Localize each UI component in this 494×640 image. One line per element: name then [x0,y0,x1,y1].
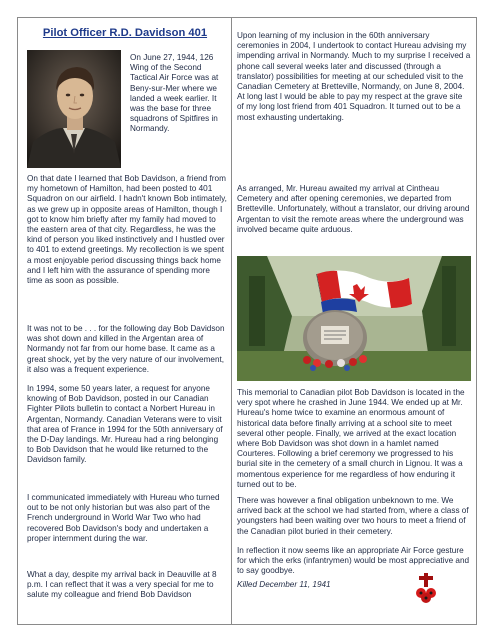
page-title: Pilot Officer R.D. Davidson 401 [42,27,208,39]
left-paragraph-4: I communicated immediately with Hureau who turned out to be not only historian but was also part of the French underground in World War Two who had recovered Bob Davidson's body and undertaken a proper internment during the war. [27,493,220,543]
column-divider [231,17,232,625]
right-paragraph-4: There was however a final obligation unbeknown to me. We arrived back at the school we had started from, where a class of youngsters had been waiting over two hours to meet a friend of the Canadian pilot buried in their cemetery. [237,496,469,536]
left-paragraph-3: In 1994, some 50 years later, a request for anyone knowing of Bob Davidson, posted in our Canadian Fighter Pilots bulletin to contact a Norbert Hureau in Argentan, Normandy. Canadian Veterans were to visit that area of France in 1994 for the 50th anniversary of the D-Day landings. Mr. Hureau had a ring belonging to Bob Davidson that he would like returned to the Davidson family. [27,384,223,465]
memorial-photo [237,256,471,381]
left-paragraph-5: What a day, despite my arrival back in Deauville at 8 p.m. I can reflect that it was a very special for me to salute my colleague and friend Bob Davidson [27,570,217,600]
poppy-wreath-icon [413,573,439,603]
closing-line: Killed December 11, 1941 [237,580,331,589]
left-paragraph-2: It was not to be . . . for the following day Bob Davidson was shot down and killed in the Argentan area of Normandy not far from our home base. It came as a great shock, yet by the very nature of our involvement, it also was a frequent experience. [27,324,225,374]
left-paragraph-1: On that date I learned that Bob Davidson, a friend from my hometown of Hamilton, had been posted to 401 Squadron on our airfield. I hadn't known Bob intimately, as we grew up in opposite areas of Hamilton, though I got to know him briefly after my family had moved to the eastern area of that city. Regardless, he was the kind of person you liked instinctively and I hustled over to 401 to extend greetings. My recollection is we spent a most enjoyable period discussing things back home and I left him with the assurance of spending more time as soon as possible. [27,174,227,286]
portrait-photo [27,50,121,168]
right-paragraph-5: In reflection it now seems like an appropriate Air Force gesture for which the erks (infantrymen) would be most appreciative and to say goodbye. [237,546,470,576]
intro-paragraph: On June 27, 1944, 126 Wing of the Second Tactical Air Force was at Beny-sur-Mer where we landed a week earlier. It was the base for three squadrons of Spitfires in Normandy. [130,53,219,134]
right-paragraph-1: Upon learning of my inclusion in the 60th anniversary ceremonies in 2004, I undertook to contact Hureau advising my impending arrival in Normandy. Much to my surprise I received a phone call several weeks later and discussed (through a translator) possibilities for meeting at our scheduled visit to the Canadian Cemetery at Bretteville, Normandy, on June 8, 2004. At long last I would be able to pay my respect at the grave site of my long lost friend from 401 Squadron. It turned out to be a most exhausting undertaking. [237,31,471,122]
right-paragraph-3: This memorial to Canadian pilot Bob Davidson is located in the very spot where he crashed in June 1944. We ended up at Mr. Hureau's home twice to examine an enormous amount of historical data before finally arriving at a school site to meet several other people. Finally, we arrived at the exact location where Bob Davidson was shot down in a hamlet named Courteres. Following a brief ceremony we progressed to his burial site in the cemetery of a small church in Lignou. It was a momentous experience for me regardless of how enduring it turned out to be. [237,388,465,489]
right-paragraph-2: As arranged, Mr. Hureau awaited my arrival at Cintheau Cemetery and after opening ceremonies, we departed from Bretteville. Unfortunately, without a translator, our driving around Argentan to visit the remote areas where the underground was involved became quite arduous. [237,184,470,234]
